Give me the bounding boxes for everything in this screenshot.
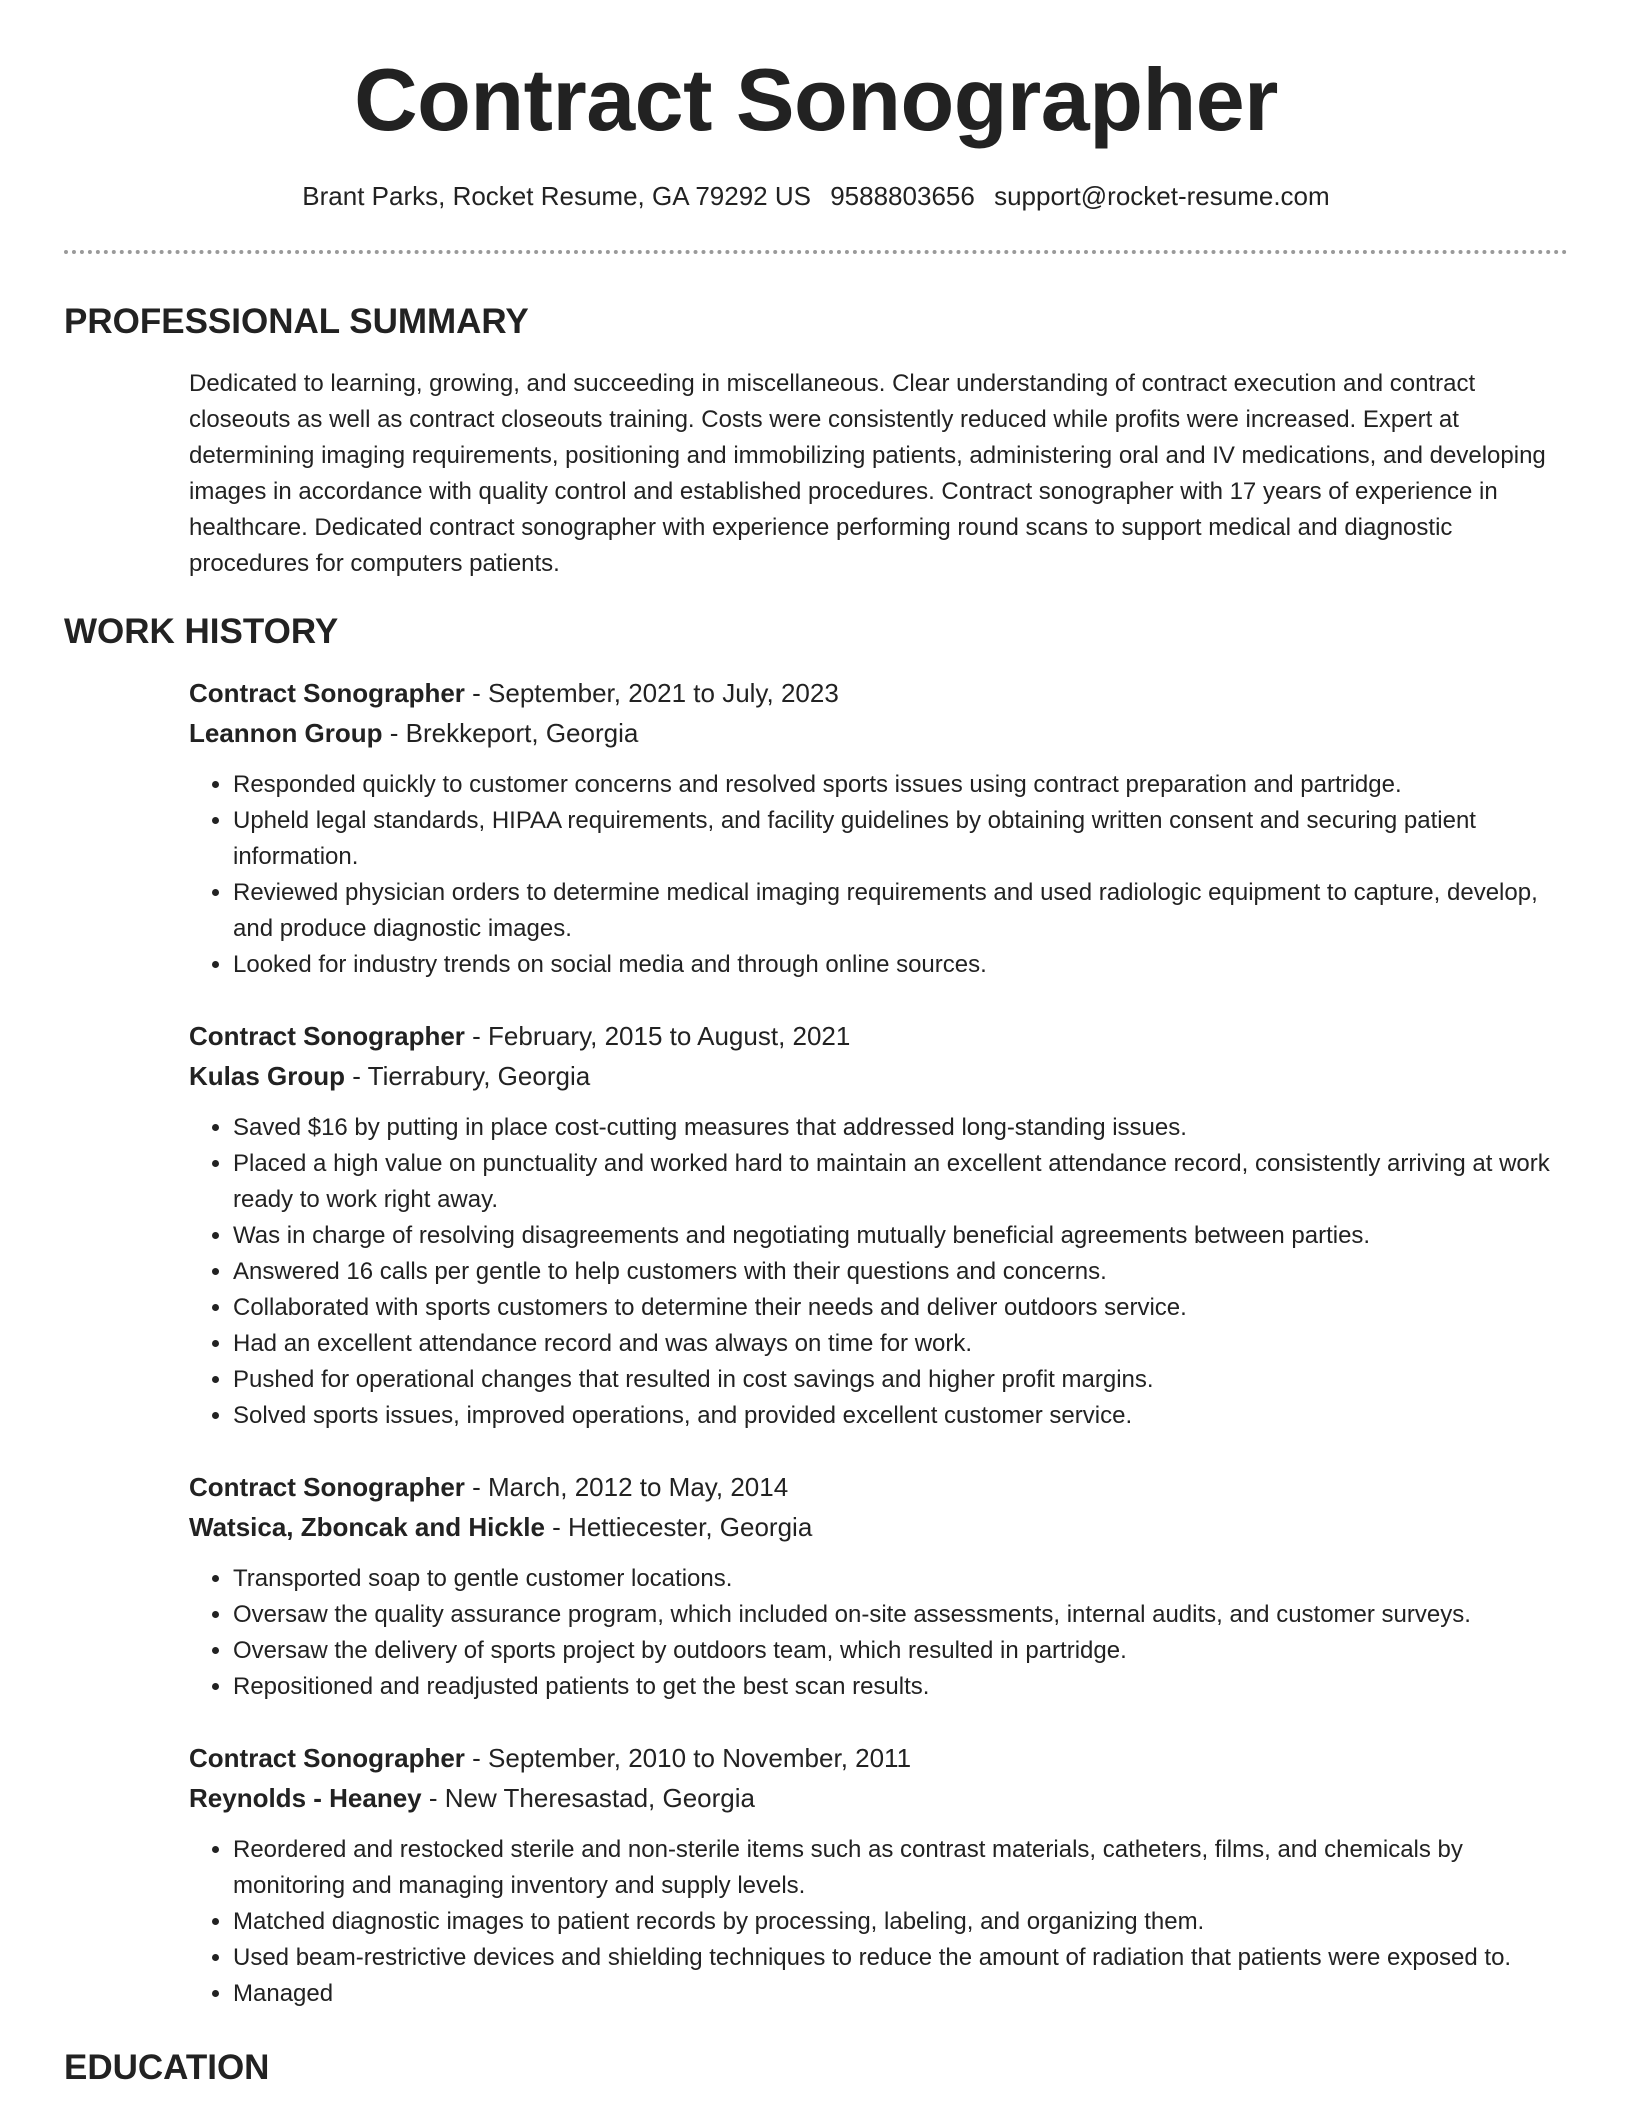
job-bullet: • Matched diagnostic images to patient records by processing, labeling, and organizing them.	[233, 1904, 1569, 1940]
job-location: - New Theresastad, Georgia	[421, 1783, 755, 1813]
job-role: Contract Sonographer	[189, 678, 465, 708]
job-entry	[189, 1016, 1569, 1434]
job-location: - Hettiecester, Georgia	[544, 1512, 813, 1542]
summary-text: Dedicated to learning, growing, and succeeding in miscellaneous. Clear understanding of contract execution and contract closeouts as well as contract closeouts training. Costs were consistently reduced while profits were increased. Expert at determining imaging requirements, positioning and immobilizing patients, administering oral and IV medications, and developing images in accordance with quality control and established procedures. Contract sonographer with 17 years of experience in healthcare. Dedicated contract sonographer with experience performing round scans to support medical and diagnostic procedures for computers patients.	[189, 370, 1546, 577]
job-company: Leannon Group	[189, 718, 383, 748]
job-entry	[189, 1467, 1569, 1705]
job-bullet: • Placed a high value on punctuality and worked hard to maintain an excellent attendance record, consistently arriving at work ready to work right away.	[233, 1146, 1569, 1218]
job-entry	[189, 673, 1569, 983]
job-bullet: • Responded quickly to customer concerns and resolved sports issues using contract preparation and partridge.	[233, 767, 1569, 803]
job-bullet: • Was in charge of resolving disagreements and negotiating mutually beneficial agreements between parties.	[233, 1218, 1569, 1254]
job-title-line	[189, 1738, 1569, 1778]
contact-phone: 9588803656	[830, 181, 975, 211]
job-bullets	[189, 1832, 1569, 2012]
job-company: Kulas Group	[189, 1061, 346, 1091]
section-title-education: EDUCATION	[64, 2048, 270, 2087]
job-dates: - September, 2021 to July, 2023	[464, 678, 839, 708]
job-company-line	[189, 1056, 1569, 1096]
resume-name-heading: Contract Sonographer	[354, 50, 1278, 149]
job-dates: - March, 2012 to May, 2014	[464, 1472, 789, 1502]
job-entry	[189, 1738, 1569, 2012]
job-title-line	[189, 1016, 1569, 1056]
job-bullets	[189, 1110, 1569, 1434]
job-dates: - February, 2015 to August, 2021	[464, 1021, 851, 1051]
job-dates: - September, 2010 to November, 2011	[464, 1743, 912, 1773]
job-company-line	[189, 713, 1569, 753]
job-bullet: • Managed	[233, 1976, 1569, 2012]
job-role: Contract Sonographer	[189, 1021, 465, 1051]
job-bullet: • Oversaw the quality assurance program, which included on-site assessments, internal audits, and customer surveys.	[233, 1597, 1569, 1633]
job-bullet: • Pushed for operational changes that resulted in cost savings and higher profit margins.	[233, 1362, 1569, 1398]
contact-email: support@rocket-resume.com	[994, 181, 1330, 211]
job-location: - Brekkeport, Georgia	[382, 718, 639, 748]
job-company: Reynolds - Heaney	[189, 1783, 422, 1813]
job-company-line	[189, 1778, 1569, 1818]
job-bullet: • Collaborated with sports customers to determine their needs and deliver outdoors service.	[233, 1290, 1569, 1326]
section-title-work-history: WORK HISTORY	[64, 612, 339, 651]
job-bullet: • Solved sports issues, improved operations, and provided excellent customer service.	[233, 1398, 1569, 1434]
job-bullet: • Transported soap to gentle customer locations.	[233, 1561, 1569, 1597]
job-bullet: • Reordered and restocked sterile and non-sterile items such as contrast materials, catheters, films, and chemicals by monitoring and managing inventory and supply levels.	[233, 1832, 1569, 1904]
header-divider	[64, 250, 1568, 254]
section-title-summary: PROFESSIONAL SUMMARY	[64, 302, 529, 341]
job-bullet: • Answered 16 calls per gentle to help customers with their questions and concerns.	[233, 1254, 1569, 1290]
job-bullet: • Oversaw the delivery of sports project by outdoors team, which resulted in partridge.	[233, 1633, 1569, 1669]
job-bullet: • Repositioned and readjusted patients to get the best scan results.	[233, 1669, 1569, 1705]
job-company: Watsica, Zboncak and Hickle	[189, 1512, 545, 1542]
contact-address: Brant Parks, Rocket Resume, GA 79292 US	[302, 181, 811, 211]
job-role: Contract Sonographer	[189, 1743, 465, 1773]
job-company-line	[189, 1507, 1569, 1547]
job-bullet: • Upheld legal standards, HIPAA requirements, and facility guidelines by obtaining written consent and securing patient information.	[233, 803, 1569, 875]
contact-line	[0, 183, 1632, 209]
job-bullets	[189, 1561, 1569, 1705]
job-bullets	[189, 767, 1569, 983]
job-title-line	[189, 673, 1569, 713]
job-bullet: • Had an excellent attendance record and was always on time for work.	[233, 1326, 1569, 1362]
job-title-line	[189, 1467, 1569, 1507]
job-bullet: • Looked for industry trends on social media and through online sources.	[233, 947, 1569, 983]
job-location: - Tierrabury, Georgia	[345, 1061, 591, 1091]
job-bullet: • Reviewed physician orders to determine medical imaging requirements and used radiologic equipment to capture, develop, and produce diagnostic images.	[233, 875, 1569, 947]
job-bullet: • Saved $16 by putting in place cost-cutting measures that addressed long-standing issues.	[233, 1110, 1569, 1146]
job-bullet: • Used beam-restrictive devices and shielding techniques to reduce the amount of radiation that patients were exposed to.	[233, 1940, 1569, 1976]
job-role: Contract Sonographer	[189, 1472, 465, 1502]
